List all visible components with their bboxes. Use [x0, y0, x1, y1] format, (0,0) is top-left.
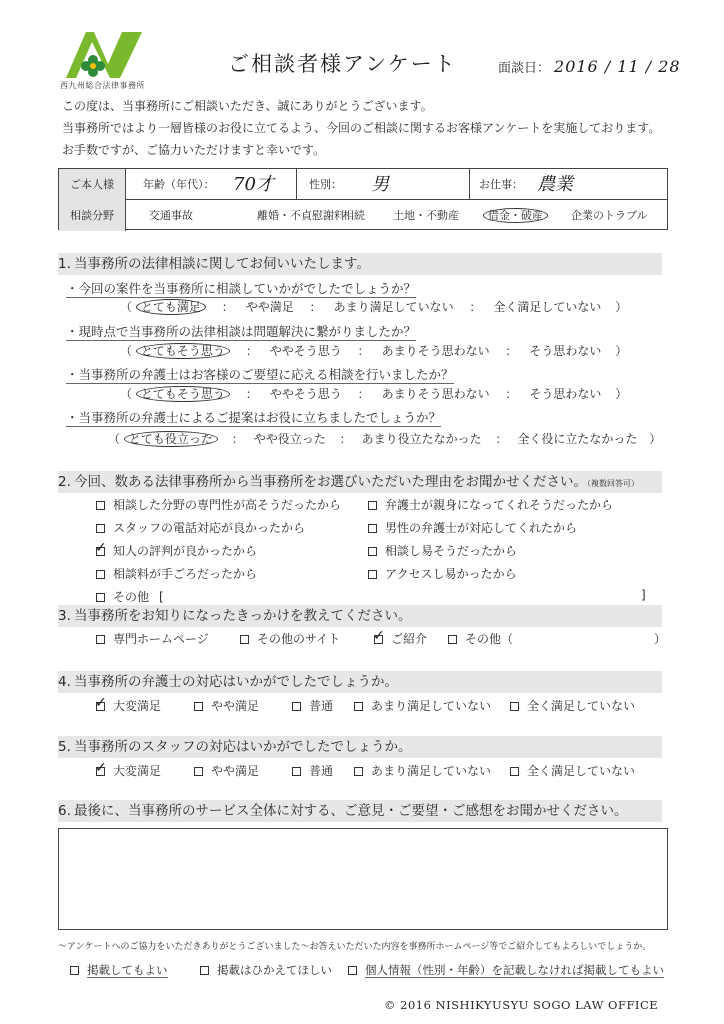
section-3-header: [58, 605, 662, 627]
reason-other[interactable]: その他 [: [96, 588, 164, 605]
field-inheritance: 相続: [343, 209, 365, 222]
q3-options: （ とてもそう思う ： ややそう思う ： あまりそう思わない ： そう思わない ）: [120, 387, 628, 401]
reason-male-lawyer[interactable]: 男性の弁護士が対応してくれたから: [368, 519, 577, 536]
checkbox[interactable]: [354, 767, 363, 776]
q1-options: （ とても満足 ： やや満足 ： あまり満足していない ： 全く満足していない ）: [120, 300, 628, 314]
section-6-title: 最後に、当事務所のサービス全体に対する、ご意見・ご要望・ご感想をお聞かせください。: [74, 803, 628, 819]
q1-text: ・今回の案件を当事務所に相談していかがでしたでしょうか？: [66, 281, 417, 296]
lawyer-not-satisfied[interactable]: 全く満足していない: [510, 697, 635, 714]
q1-answer: とても満足: [136, 299, 206, 315]
field-traffic: 交通事故: [149, 209, 193, 222]
staff-not-very-satisfied[interactable]: あまり満足していない: [354, 762, 491, 779]
section-1-title: 当事務所の法律相談に関してお伺いいたします。: [74, 256, 370, 272]
publish-anonymous[interactable]: 個人情報（性別・年齢）を記載しなければ掲載してもよい: [348, 962, 664, 978]
section-2-note: （複数回答可）: [587, 479, 639, 488]
checkbox[interactable]: [354, 702, 363, 711]
section-6-header: [58, 800, 662, 822]
q4-options: （ とても役立った ： やや役立った ： あまり役立たなかった ： 全く役に立たなかった ）: [108, 432, 662, 446]
section-2-header: [58, 471, 662, 493]
checkbox[interactable]: [194, 767, 203, 776]
lawyer-somewhat-satisfied[interactable]: やや満足: [194, 697, 259, 714]
checkbox[interactable]: [292, 767, 301, 776]
section-4-number: 4.: [58, 674, 71, 690]
page-title: ご相談者様アンケート: [228, 52, 457, 76]
checkbox[interactable]: [510, 702, 519, 711]
checkbox[interactable]: [70, 966, 79, 975]
q4-text: ・当事務所の弁護士によるご提案はお役に立ちましたでしょうか？: [66, 410, 442, 425]
field-real-estate: 土地・不動産: [393, 209, 459, 222]
gender-value: 男: [371, 174, 389, 195]
checkbox[interactable]: [200, 966, 209, 975]
q2-answer: とてもそう思う: [136, 343, 230, 359]
checkbox[interactable]: [510, 767, 519, 776]
age-value: 70才: [233, 174, 274, 195]
reason-fee[interactable]: 相談料が手ごろだったから: [96, 565, 257, 582]
publish-decline[interactable]: 掲載はひかえてほしい: [200, 962, 332, 978]
source-other-site[interactable]: その他のサイト: [240, 630, 340, 647]
gender-label: 性別：: [309, 178, 342, 191]
person-label: ご本人様: [59, 169, 125, 200]
staff-somewhat-satisfied[interactable]: やや満足: [194, 762, 259, 779]
reason-access[interactable]: アクセスし易かったから: [368, 565, 517, 582]
staff-very-satisfied[interactable]: ✓大変満足: [96, 762, 161, 779]
checkbox[interactable]: [96, 635, 105, 644]
reason-other-close: ]: [641, 588, 646, 602]
interview-date: [498, 57, 681, 76]
checkbox[interactable]: [240, 635, 249, 644]
q3-text: ・当事務所の弁護士はお客様のご要望に応える相談を行いましたか？: [66, 367, 454, 382]
source-other-close: ）: [654, 632, 667, 646]
lawyer-neutral[interactable]: 普通: [292, 697, 333, 714]
source-referral[interactable]: ✓ ご紹介: [374, 630, 427, 647]
checkbox[interactable]: [348, 966, 357, 975]
field-debt: 借金・破産: [483, 208, 548, 223]
checkbox[interactable]: [368, 547, 377, 556]
section-5-number: 5.: [58, 739, 71, 755]
logo-text: 西九州総合法律事務所: [60, 81, 145, 90]
section-3-number: 3.: [58, 608, 71, 624]
field-label: 相談分野: [59, 200, 125, 231]
comment-box[interactable]: [58, 828, 668, 930]
firm-logo-icon: [62, 26, 152, 86]
intro-line-2: 当事務所ではより一層皆様のお役に立てるよう、今回のご相談に関するお客様アンケートを実施しております。: [62, 121, 661, 135]
checkbox-checked[interactable]: [96, 702, 105, 711]
lawyer-not-very-satisfied[interactable]: あまり満足していない: [354, 697, 491, 714]
reason-easy-consult[interactable]: 相談し易そうだったから: [368, 542, 517, 559]
checkbox[interactable]: [292, 702, 301, 711]
section-1-header: [58, 253, 662, 275]
reason-phone[interactable]: スタッフの電話対応が良かったから: [96, 519, 305, 536]
copyright: © 2016 NISHIKYUSYU SOGO LAW OFFICE: [384, 998, 659, 1012]
date-value: 2016 / 11 / 28: [554, 57, 681, 76]
checkbox[interactable]: [194, 702, 203, 711]
checkbox[interactable]: [368, 570, 377, 579]
field-debt-wrap: [483, 200, 548, 231]
section-3-title: 当事務所をお知りになったきっかけを教えてください。: [74, 608, 412, 624]
lawyer-very-satisfied[interactable]: ✓大変満足: [96, 697, 161, 714]
section-6-number: 6.: [58, 803, 71, 819]
publish-ok[interactable]: 掲載してもよい: [70, 962, 168, 978]
job-label: お仕事：: [479, 178, 523, 191]
checkbox-checked[interactable]: [96, 767, 105, 776]
source-homepage[interactable]: 専門ホームページ: [96, 630, 209, 647]
info-row-field: [59, 200, 667, 231]
checkbox[interactable]: [448, 635, 457, 644]
intro-line-1: この度は、当事務所にご相談いただき、誠にありがとうございます。: [62, 99, 433, 113]
info-row-person: [59, 169, 667, 200]
section-5-header: [58, 736, 662, 758]
reason-sympathetic[interactable]: 弁護士が親身になってくれそうだったから: [368, 496, 613, 513]
q2-text: ・現時点で当事務所の法律相談は問題解決に繋がりましたか？: [66, 324, 417, 339]
checkbox[interactable]: [368, 524, 377, 533]
reason-specialty[interactable]: 相談した分野の専門性が高そうだったから: [96, 496, 341, 513]
checkbox[interactable]: [96, 570, 105, 579]
age-label: 年齢（年代）：: [143, 178, 215, 191]
section-2-title: 今回、数ある法律事務所から当事務所をお選びいただいた理由をお聞かせください。: [74, 474, 587, 490]
checkbox-checked[interactable]: [374, 635, 383, 644]
section-5-title: 当事務所のスタッフの対応はいかがでしたでしょうか。: [74, 739, 412, 755]
section-2-number: 2.: [58, 474, 71, 490]
reason-reputation[interactable]: ✓知人の評判が良かったから: [96, 542, 257, 559]
field-corporate: 企業のトラブル: [571, 209, 648, 222]
section-4-title: 当事務所の弁護士の対応はいかがでしたでしょうか。: [74, 674, 398, 690]
checkbox[interactable]: [368, 501, 377, 510]
q3-answer: とてもそう思う: [136, 386, 230, 402]
q4-answer: とても役立った: [124, 431, 218, 447]
checkbox[interactable]: [96, 593, 105, 602]
q2-options: （ とてもそう思う ： ややそう思う ： あまりそう思わない ： そう思わない ）: [120, 344, 628, 358]
staff-not-satisfied[interactable]: 全く満足していない: [510, 762, 635, 779]
field-divorce: 離婚・不貞慰謝料: [257, 209, 345, 222]
checkbox-checked[interactable]: [96, 547, 105, 556]
publish-permission-question: 〜アンケートへのご協力をいただきありがとうございました〜お答えいただいた内容を事務所ホームページ等でご紹介してもよろしいでしょうか。: [58, 942, 652, 952]
checkbox[interactable]: [96, 501, 105, 510]
job-value: 農業: [537, 174, 573, 195]
date-label: 面談日：: [498, 61, 551, 76]
respondent-info-table: [58, 168, 668, 230]
section-4-header: [58, 671, 662, 693]
intro-line-3: お手数ですが、ご協力いただけますと幸いです。: [62, 143, 326, 157]
staff-neutral[interactable]: 普通: [292, 762, 333, 779]
source-other[interactable]: その他（: [448, 630, 513, 647]
checkbox[interactable]: [96, 524, 105, 533]
section-1-number: 1.: [58, 256, 71, 272]
